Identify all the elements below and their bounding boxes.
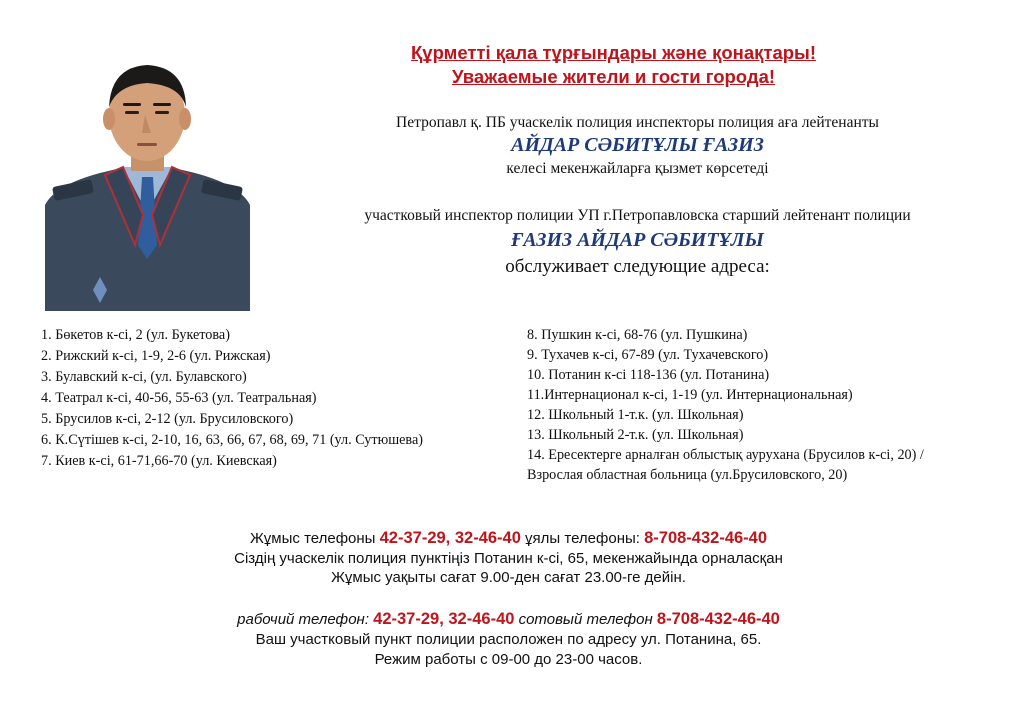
officer-role-kazakh: Петропавл қ. ПБ учаскелік полиция инспекторы полиция аға лейтенанты	[396, 114, 879, 131]
location-kazakh: Сіздің учаскелік полиция пунктіңіз Потанин к-сі, 65, мекенжайында орналасқан	[234, 550, 783, 567]
address-item: 10. Потанин к-сі 118-136 (ул. Потанина)	[527, 367, 770, 383]
address-item: 9. Тухачев к-сі, 67-89 (ул. Тухачевского)	[527, 347, 769, 363]
mobile-phone-label-kazakh: ұялы телефоны:	[520, 530, 645, 547]
address-list-right	[527, 325, 967, 485]
location-russian: Ваш участковый пункт полиции расположен по адресу ул. Потанина, 65.	[255, 631, 762, 648]
address-item: 7. Киев к-сі, 61-71,66-70 (ул. Киевская)	[41, 453, 277, 469]
officer-portrait-icon	[45, 45, 250, 311]
officer-photo	[45, 45, 250, 311]
phones-kazakh	[20, 528, 997, 549]
mobile-phone-russian: 8-708-432-46-40	[656, 610, 780, 628]
address-item: 6. К.Сүтішев к-сі, 2-10, 16, 63, 66, 67, 68, 69, 71 (ул. Сутюшева)	[41, 432, 423, 448]
serves-caption-kazakh: келесі мекенжайларға қызмет көрсетеді	[506, 160, 769, 177]
greeting-kazakh: Құрметті қала тұрғындары және қонақтары!	[411, 42, 816, 63]
mobile-phone-label-russian: сотовый телефон	[514, 611, 657, 628]
phones-russian	[20, 609, 997, 630]
work-phone-russian: 42-37-29, 32-46-40	[373, 610, 515, 628]
greeting-russian: Уважаемые жители и гости города!	[451, 66, 776, 87]
work-phone-kazakh: 42-37-29, 32-46-40	[379, 529, 521, 547]
address-item: 5. Брусилов к-сі, 2-12 (ул. Брусиловского)	[41, 411, 294, 427]
hours-russian: Режим работы с 09-00 до 23-00 часов.	[374, 651, 643, 668]
address-item: 12. Школьный 1-т.к. (ул. Школьная)	[527, 407, 744, 423]
address-item: 13. Школьный 2-т.к. (ул. Школьная)	[527, 427, 744, 443]
serves-caption-russian: обслуживает следующие адреса:	[505, 256, 770, 277]
mobile-phone-kazakh: 8-708-432-46-40	[644, 529, 768, 547]
address-item: 1. Бөкетов к-сі, 2 (ул. Букетова)	[41, 327, 230, 343]
hours-kazakh: Жұмыс уақыты сағат 9.00-ден сағат 23.00-ге дейін.	[331, 569, 686, 586]
address-list-left	[41, 325, 471, 472]
work-phone-label-russian: рабочий телефон:	[237, 611, 374, 628]
address-item: 11.Интернационал к-сі, 1-19 (ул. Интернациональная)	[527, 387, 853, 403]
officer-name-kazakh: АЙДАР СӘБИТҰЛЫ ҒАЗИЗ	[511, 134, 764, 156]
officer-role-russian: участковый инспектор полиции УП г.Петропавловска старший лейтенант полиции	[364, 207, 911, 224]
address-item: 8. Пушкин к-сі, 68-76 (ул. Пушкина)	[527, 327, 748, 343]
work-phone-label-kazakh: Жұмыс телефоны	[249, 530, 380, 547]
address-item: 2. Рижский к-сі, 1-9, 2-6 (ул. Рижская)	[41, 348, 271, 364]
address-item: 14. Ересектерге арналған облыстық аурухана (Брусилов к-сі, 20) / Взрослая областная больница (ул.Брусиловского, 20)	[527, 447, 924, 483]
officer-name-russian: ҒАЗИЗ АЙДАР СӘБИТҰЛЫ	[511, 229, 764, 251]
address-item: 4. Театрал к-сі, 40-56, 55-63 (ул. Театральная)	[41, 390, 317, 406]
address-item: 3. Булавский к-сі, (ул. Булавского)	[41, 369, 247, 385]
